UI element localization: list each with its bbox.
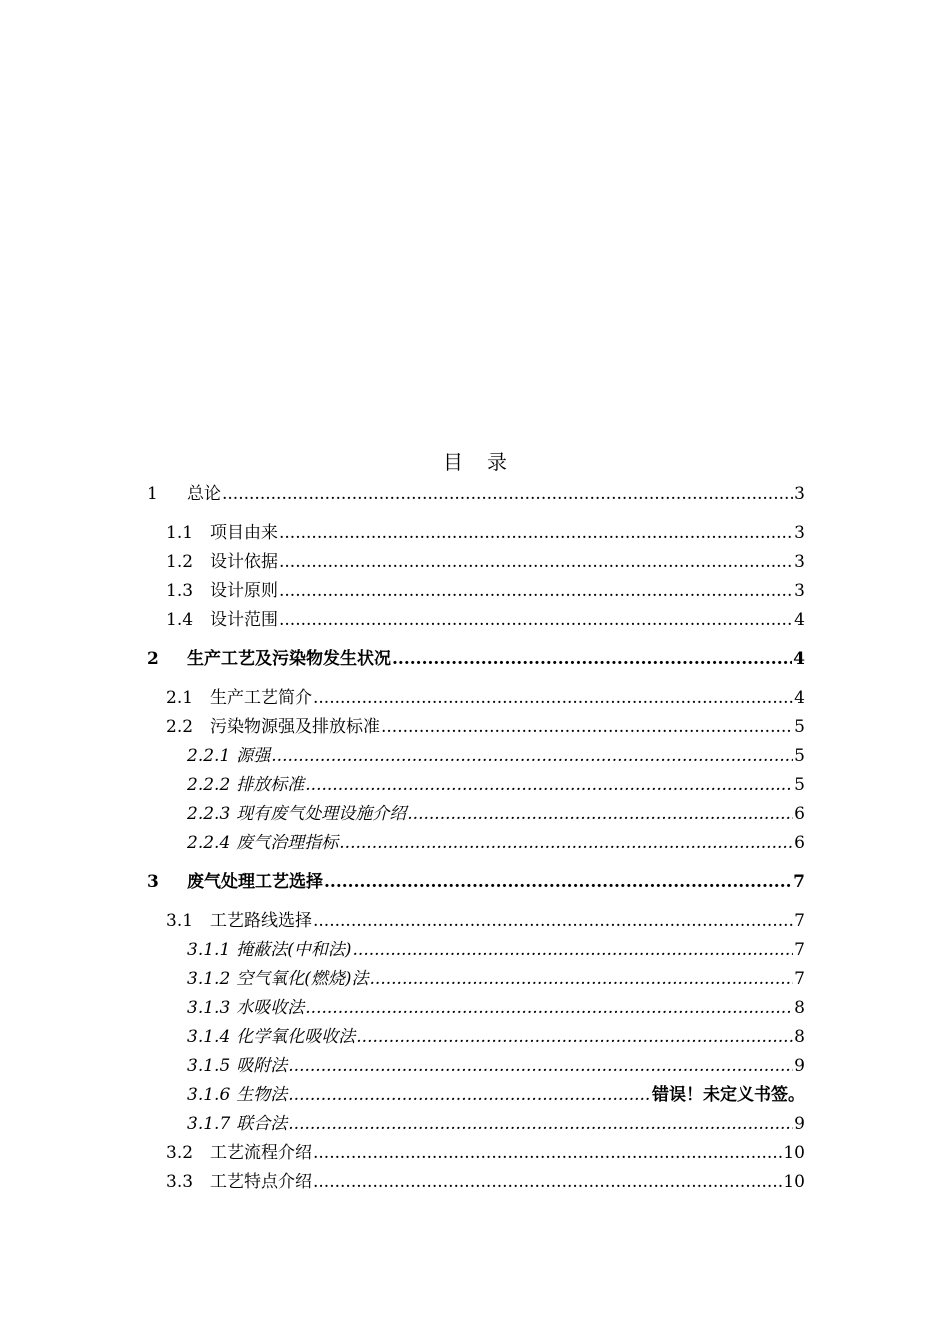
toc-entry-label: 排放标准 (236, 775, 305, 795)
toc-entry-label: 联合法 (236, 1114, 288, 1134)
toc-entry-label: 吸附法 (236, 1056, 288, 1076)
toc-entry-number: 2.2.3 (187, 804, 231, 824)
toc-entry-label: 工艺路线选择 (210, 911, 312, 931)
toc-leader-dots (279, 581, 793, 601)
toc-entry-2[interactable] (147, 649, 805, 669)
toc-leader-dots (370, 969, 794, 989)
toc-entry-1-3[interactable] (166, 581, 805, 601)
toc-entry-page: 7 (793, 872, 805, 892)
toc-entry-number: 3.1.1 (187, 940, 231, 960)
toc-entry-label: 生物法 (236, 1085, 288, 1105)
toc-entry-label: 现有废气处理设施介绍 (236, 804, 407, 824)
toc-leader-dots (271, 746, 793, 766)
toc-entry-2-2[interactable] (166, 717, 805, 737)
toc-entry-page: 4 (794, 610, 805, 630)
toc-entry-label: 废气治理指标 (236, 833, 339, 853)
toc-entry-page: 8 (794, 998, 805, 1018)
toc-entry-page: 5 (794, 775, 805, 795)
toc-entry-3[interactable] (147, 872, 805, 892)
toc-leader-dots (288, 1085, 651, 1105)
toc-entry-number: 3.1.3 (187, 998, 231, 1018)
toc-entry-page: 8 (794, 1027, 805, 1047)
toc-entry-number: 3 (147, 872, 159, 892)
toc-title-char-2: 录 (487, 450, 507, 474)
toc-entry-page: 6 (794, 804, 805, 824)
toc-entry-1-2[interactable] (166, 552, 805, 572)
toc-leader-dots (407, 804, 793, 824)
toc-leader-dots (279, 523, 793, 543)
toc-leader-dots (305, 775, 793, 795)
toc-entry-number: 3.1.4 (187, 1027, 231, 1047)
toc-entry-number: 3.1.6 (187, 1085, 231, 1105)
toc-leader-dots (279, 552, 793, 572)
toc-leader-dots (313, 1172, 782, 1192)
toc-leader-dots (392, 649, 792, 669)
toc-entry-number: 2 (147, 649, 159, 669)
toc-leader-dots (305, 998, 793, 1018)
toc-entry-page: 6 (794, 833, 805, 853)
toc-entry-number: 2.2.1 (187, 746, 231, 766)
toc-entry-page: 4 (794, 688, 805, 708)
toc-entry-label: 污染物源强及排放标准 (210, 717, 380, 737)
toc-entry-2-2-3[interactable] (187, 804, 805, 824)
toc-entry-page: 10 (783, 1143, 805, 1163)
toc-entry-3-1-1[interactable] (187, 940, 805, 960)
toc-entry-label: 源强 (236, 746, 271, 766)
toc-entry-number: 3.1.2 (187, 969, 231, 989)
toc-entry-number: 2.1 (166, 688, 194, 708)
toc-entry-number: 1.4 (166, 610, 194, 630)
toc-entry-number: 1.3 (166, 581, 194, 601)
toc-entry-page: 7 (794, 969, 805, 989)
toc-leader-dots (279, 610, 793, 630)
toc-entry-page: 3 (794, 581, 805, 601)
toc-entry-page-error: 错误！未定义书签。 (652, 1085, 805, 1105)
toc-entry-label: 工艺特点介绍 (210, 1172, 312, 1192)
toc-entry-3-1-4[interactable] (187, 1027, 805, 1047)
toc-leader-dots (356, 1027, 793, 1047)
toc-entry-label: 总论 (187, 484, 221, 504)
toc-entry-label: 掩蔽法(中和法) (236, 940, 352, 960)
toc-leader-dots (288, 1114, 793, 1134)
toc-leader-dots (222, 484, 793, 504)
toc-entry-label: 生产工艺简介 (210, 688, 312, 708)
toc-entry-page: 3 (794, 552, 805, 572)
toc-entry-label: 工艺流程介绍 (210, 1143, 312, 1163)
toc-entry-label: 废气处理工艺选择 (187, 872, 323, 892)
toc-leader-dots (339, 833, 793, 853)
toc-entry-number: 3.1 (166, 911, 194, 931)
toc-entry-label: 项目由来 (210, 523, 278, 543)
toc-entry-3-1-7[interactable] (187, 1114, 805, 1134)
toc-entry-3-1[interactable] (166, 911, 805, 931)
toc-entry-page: 4 (793, 649, 805, 669)
toc-leader-dots (381, 717, 793, 737)
toc-entry-3-1-6[interactable] (187, 1085, 805, 1105)
toc-entry-3-3[interactable] (166, 1172, 805, 1192)
toc-entry-2-2-1[interactable] (187, 746, 805, 766)
toc-entry-page: 9 (794, 1056, 805, 1076)
toc-entry-label: 空气氧化(燃烧)法 (236, 969, 369, 989)
toc-entry-page: 5 (794, 746, 805, 766)
toc-entry-3-1-3[interactable] (187, 998, 805, 1018)
toc-entry-number: 1 (147, 484, 158, 504)
toc-entry-number: 2.2.4 (187, 833, 231, 853)
toc-entry-number: 2.2.2 (187, 775, 231, 795)
toc-title (0, 446, 950, 475)
toc-entry-label: 设计依据 (210, 552, 278, 572)
toc-entry-label: 设计范围 (210, 610, 278, 630)
toc-entry-number: 3.3 (166, 1172, 194, 1192)
toc-entry-page: 7 (794, 911, 805, 931)
toc-leader-dots (288, 1056, 793, 1076)
toc-entry-3-1-2[interactable] (187, 969, 805, 989)
toc-title-char-1: 目 (443, 450, 463, 474)
toc-entry-label: 生产工艺及污染物发生状况 (187, 649, 391, 669)
toc-entry-label: 化学氧化吸收法 (236, 1027, 356, 1047)
toc-entry-page: 9 (794, 1114, 805, 1134)
toc-entry-number: 3.2 (166, 1143, 194, 1163)
toc-entry-1-4[interactable] (166, 610, 805, 630)
toc-entry-1-1[interactable] (166, 523, 805, 543)
toc-entry-page: 5 (794, 717, 805, 737)
toc-entry-2-2-4[interactable] (187, 833, 805, 853)
toc-entry-label: 设计原则 (210, 581, 278, 601)
toc-entry-page: 3 (794, 484, 805, 504)
toc-leader-dots (324, 872, 792, 892)
toc-entry-2-1[interactable] (166, 688, 805, 708)
toc-entry-3-1-5[interactable] (187, 1056, 805, 1076)
toc-entry-number: 2.2 (166, 717, 194, 737)
toc-entry-2-2-2[interactable] (187, 775, 805, 795)
toc-entry-number: 3.1.5 (187, 1056, 231, 1076)
toc-leader-dots (313, 911, 793, 931)
toc-leader-dots (313, 688, 793, 708)
toc-entry-3-2[interactable] (166, 1143, 805, 1163)
toc-leader-dots (313, 1143, 782, 1163)
toc-entry-number: 1.2 (166, 552, 194, 572)
toc-leader-dots (353, 940, 794, 960)
toc-entry-1[interactable] (147, 484, 805, 504)
toc-entry-page: 3 (794, 523, 805, 543)
toc-entry-page: 10 (783, 1172, 805, 1192)
toc-entry-label: 水吸收法 (236, 998, 305, 1018)
toc-entry-page: 7 (794, 940, 805, 960)
toc-entry-number: 1.1 (166, 523, 194, 543)
toc-entry-number: 3.1.7 (187, 1114, 231, 1134)
